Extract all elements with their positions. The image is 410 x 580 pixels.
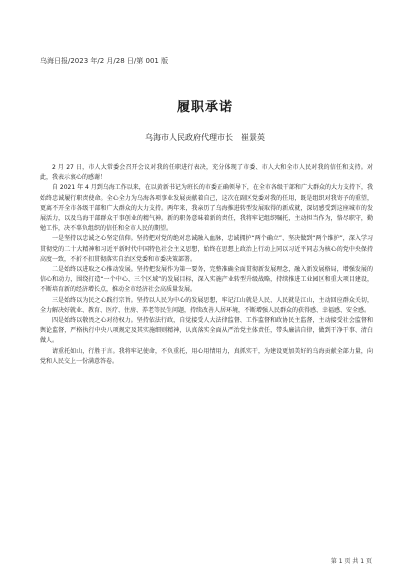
article-paragraph: 四是始终以敬畏之心对待权力。坚持依法行政，自觉接受人大法律监督、工作监督和政协民主监督，主动接受社会监督和舆论监督，严格执行中央八项规定及其实施细则精神，认真落实全面从严治党主体责任，带头廉洁自律，做到干净干事、清白做人。 [40, 317, 373, 345]
article-paragraph: 二是始终以进取之心推动发展。坚持把发展作为第一要务，完整准确全面贯彻新发展理念，融入新发展格局，增强发展的信心和动力，围绕打造“一个中心、三个区域”的发展目标，深入实施产业转型升级战略，持续推进工业园区和重大项目建设，不断培育新的经济增长点，推动全市经济社会高质量发展。 [40, 266, 373, 294]
article-paragraph: 自 2021 年 4 月到乌海工作以来，在以黄新书记为班长的市委正确领导下，在全市各级干部和广大群众的大力支持下，我始终忠诚履行职责使命。全心全力为乌海各项事业发展贡献着自己，这次在副区党委对我的任用，既是组织对我寄予的重望，更离不开全市各级干部和广大群众的大力支持。两年来，我亲历了乌海推进转型发展取得的新成就，深切感受到这座城市的发展活力，以及乌海干部群众干事创业的精气神。新的职务意味着新的责任，我将牢记组织嘱托，主动担当作为，恪尽职守，勤勉工作，决不辜负组织的信任和全市人民的期望。 [40, 184, 373, 233]
page-number: 第 1 页 共 1 页 [330, 558, 372, 565]
article-paragraph: 一是坚持以忠诚之心坚定信仰。坚持把对党的绝对忠诚融入血脉，忠诚拥护“两个确立”、坚决做到“两个维护”，深入学习贯彻党的二十大精神和习近平新时代中国特色社会主义思想，始终在思想上政治上行动上同以习近平同志为核心的党中央保持高度一致，不折不扣贯彻落实自治区党委和市委决策部署。 [40, 235, 373, 263]
article-byline: 乌海市人民政府代理市长 崔景英 [145, 133, 265, 142]
article-paragraph: 2 月 27 日，市人大常委会召开会议对我的任职进行表决，充分体现了市委、市人大和全市人民对我的信任和支持。对此，我表示衷心的感谢！ [40, 164, 373, 182]
article-body [40, 163, 373, 551]
article-paragraph: 三是始终以为民之心践行宗旨。坚持以人民为中心的发展思想，牢记江山就是人民、人民就是江山，主动回应群众关切，全力解决好就业、教育、医疗、住房、养老等民生问题，持续改善人居环境，不断增强人民群众的获得感、幸福感、安全感。 [40, 296, 373, 314]
article-title: 履职承诺 [176, 100, 233, 115]
newspaper-source-line: 乌海日报/2023 年/2 月/28 日/第 001 版 [40, 57, 169, 65]
article-paragraph: 请重托如山，行胜于言。我将牢记使命，不负重托，用心用情用力，真抓实干，为建设更加美好的乌海贡献全部力量，向党和人民交上一份满意答卷。 [40, 347, 373, 365]
